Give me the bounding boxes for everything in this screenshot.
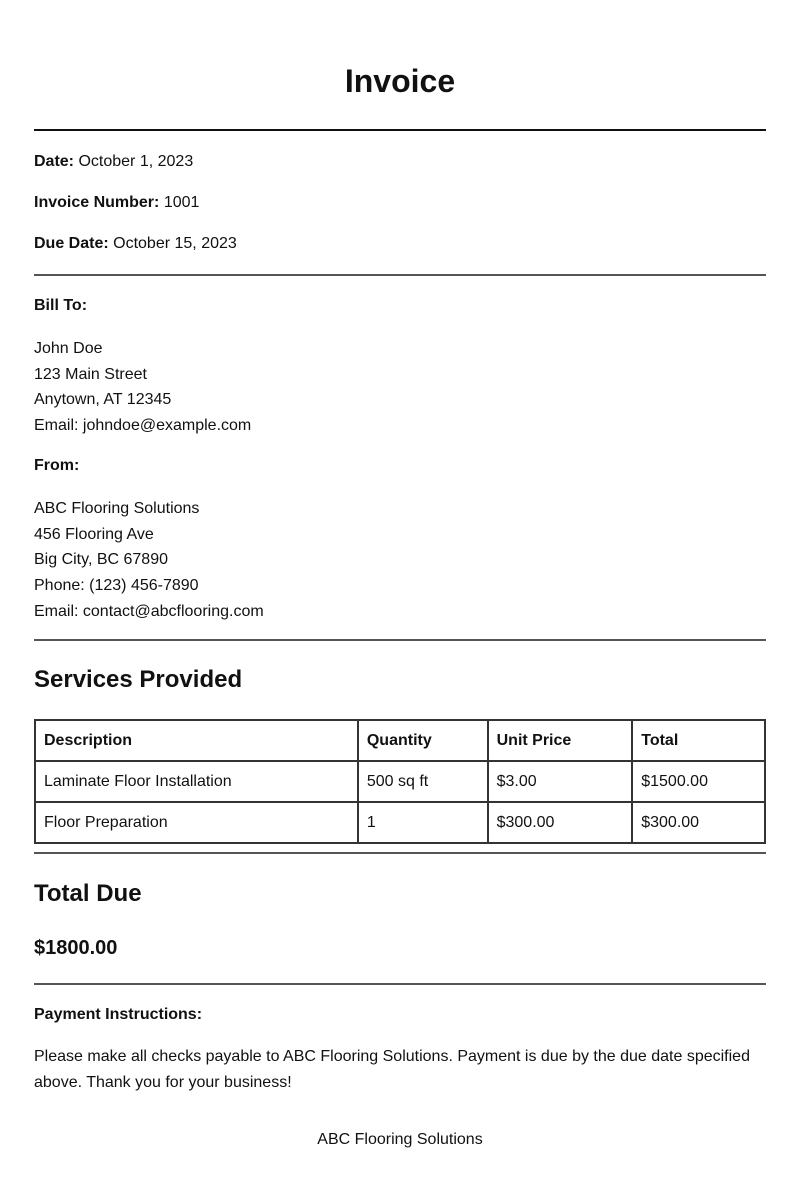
total-due-heading: Total Due bbox=[34, 880, 142, 908]
services-table bbox=[34, 719, 766, 844]
bill-to-line: Anytown, AT 12345 bbox=[34, 391, 172, 409]
from-line: Phone: (123) 456-7890 bbox=[34, 576, 199, 594]
date-label: Date: bbox=[34, 153, 75, 170]
invoice-number-label: Invoice Number: bbox=[34, 194, 160, 211]
from-line: Big City, BC 67890 bbox=[34, 551, 168, 569]
invoice-number-row bbox=[34, 193, 766, 213]
invoice-title: Invoice bbox=[344, 63, 456, 99]
column-header-total: Total bbox=[632, 720, 765, 761]
table-row bbox=[35, 761, 765, 802]
bill-to-line: Email: johndoe@example.com bbox=[34, 417, 252, 435]
from-heading: From: bbox=[34, 456, 80, 474]
table-row bbox=[35, 802, 765, 843]
cell-description: Floor Preparation bbox=[35, 802, 358, 843]
services-heading: Services Provided bbox=[34, 666, 243, 694]
meta-divider bbox=[34, 274, 766, 276]
cell-unit-price: $300.00 bbox=[488, 802, 633, 843]
cell-quantity: 1 bbox=[358, 802, 488, 843]
from-line: ABC Flooring Solutions bbox=[34, 499, 200, 517]
due-date-row bbox=[34, 234, 766, 254]
cell-unit-price: $3.00 bbox=[488, 761, 633, 802]
invoice-meta bbox=[34, 152, 766, 254]
payment-heading: Payment Instructions: bbox=[34, 1006, 203, 1024]
cell-description: Laminate Floor Installation bbox=[35, 761, 358, 802]
payment-instructions: Please make all checks payable to ABC Flooring Solutions. Payment is due by the due date specified above. Thank you for your business! bbox=[34, 1048, 750, 1092]
bill-to-heading: Bill To: bbox=[34, 297, 88, 314]
due-date-label: Due Date: bbox=[34, 235, 109, 252]
table-divider bbox=[34, 852, 766, 854]
bill-to-address bbox=[34, 336, 766, 439]
column-header-unit-price: Unit Price bbox=[488, 720, 633, 761]
bill-to-section bbox=[34, 296, 766, 439]
cell-quantity: 500 sq ft bbox=[358, 761, 488, 802]
total-due-amount: $1800.00 bbox=[34, 937, 118, 960]
bill-to-line: John Doe bbox=[34, 340, 103, 357]
title-divider bbox=[34, 129, 766, 131]
invoice-number-value: 1001 bbox=[163, 194, 200, 211]
column-header-quantity: Quantity bbox=[358, 720, 488, 761]
column-header-description: Description bbox=[35, 720, 358, 761]
cell-total: $300.00 bbox=[632, 802, 765, 843]
cell-total: $1500.00 bbox=[632, 761, 765, 802]
from-line: Email: contact@abcflooring.com bbox=[34, 602, 264, 620]
due-date-value: October 15, 2023 bbox=[113, 235, 237, 252]
address-divider bbox=[34, 639, 766, 641]
date-value: October 1, 2023 bbox=[78, 153, 194, 170]
footer-company-name: ABC Flooring Solutions bbox=[317, 1131, 483, 1149]
from-address bbox=[34, 496, 766, 625]
from-line: 456 Flooring Ave bbox=[34, 525, 154, 543]
from-section bbox=[34, 456, 766, 625]
bill-to-line: 123 Main Street bbox=[34, 365, 147, 383]
table-header-row bbox=[35, 720, 765, 761]
date-row bbox=[34, 152, 766, 172]
invoice-page bbox=[34, 0, 766, 1150]
total-divider bbox=[34, 983, 766, 985]
